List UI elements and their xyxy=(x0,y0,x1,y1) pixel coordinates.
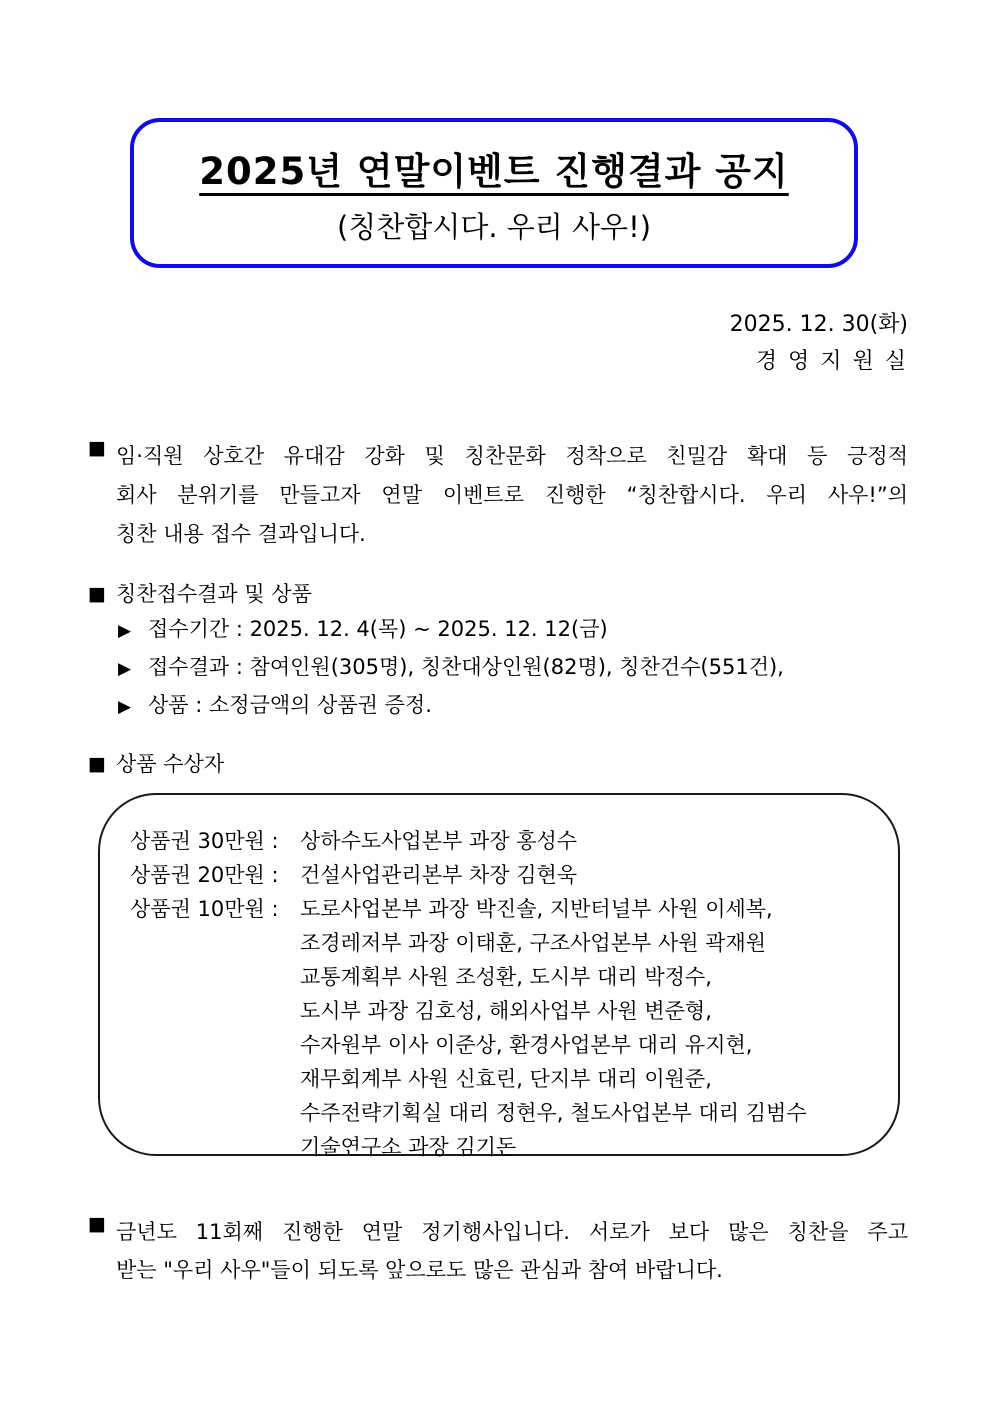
award-winner-line: 재무회계부 사원 신효린, 단지부 대리 이원준, xyxy=(300,1067,712,1091)
award-label: 상품권 30만원 : xyxy=(130,829,279,853)
award-winner-line: 도시부 과장 김호성, 해외사업부 사원 변준형, xyxy=(300,999,712,1023)
square-bullet-icon: ■ xyxy=(88,583,106,605)
closing-line: 금년도 11회째 진행한 연말 정기행사입니다. 서로가 보다 많은 칭찬을 주고 xyxy=(116,1220,908,1244)
award-winner-line: 건설사업관리본부 차장 김현욱 xyxy=(300,863,578,887)
page-subtitle: (칭찬합시다. 우리 사우!) xyxy=(336,209,652,244)
triangle-bullet-icon: ▶ xyxy=(118,659,132,679)
winners-section-heading xyxy=(88,749,908,779)
award-row-10 xyxy=(130,892,878,1164)
square-bullet-icon: ■ xyxy=(88,437,106,459)
award-winner-line: 조경레저부 과장 이태훈, 구조사업본부 사원 곽재원 xyxy=(300,931,767,955)
intro-line: 임·직원 상호간 유대감 강화 및 칭찬문화 정착으로 친밀감 확대 등 긍정적 xyxy=(116,444,908,468)
award-row-20 xyxy=(130,858,878,892)
award-winner-line: 교통계획부 사원 조성환, 도시부 대리 박정수, xyxy=(300,965,712,989)
results-item-text: 접수결과 : 참여인원(305명), 칭찬대상인원(82명), 칭찬건수(551건), xyxy=(148,655,784,679)
results-section-heading xyxy=(88,579,908,609)
award-label: 상품권 20만원 : xyxy=(130,863,279,887)
award-winner-line: 도로사업본부 과장 박진솔, 지반터널부 사원 이세복, xyxy=(300,897,773,921)
notice-date: 2025. 12. 30(화) xyxy=(729,312,908,337)
triangle-bullet-icon: ▶ xyxy=(118,697,132,717)
intro-line: 칭찬 내용 접수 결과입니다. xyxy=(116,522,366,546)
results-item-text: 접수기간 : 2025. 12. 4(목) ~ 2025. 12. 12(금) xyxy=(148,617,608,641)
issuing-department: 경 영 지 원 실 xyxy=(755,349,908,374)
award-label: 상품권 10만원 : xyxy=(130,897,279,921)
results-item-text: 상품 : 소정금액의 상품권 증정. xyxy=(148,693,432,717)
winners-box xyxy=(98,793,900,1159)
square-bullet-icon: ■ xyxy=(88,1213,106,1235)
results-item xyxy=(118,649,908,687)
triangle-bullet-icon: ▶ xyxy=(118,621,132,641)
page-title: 2025년 연말이벤트 진행결과 공지 xyxy=(199,149,789,193)
award-row-30 xyxy=(130,824,878,858)
results-bullet-list xyxy=(118,611,908,725)
closing-line: 받는 "우리 사우"들이 되도록 앞으로도 많은 관심과 참여 바랍니다. xyxy=(116,1258,723,1282)
square-bullet-icon: ■ xyxy=(88,753,106,775)
intro-line: 회사 분위기를 만들고자 연말 이벤트로 진행한 “칭찬합시다. 우리 사우!”의 xyxy=(116,483,908,507)
results-item xyxy=(118,611,908,649)
award-winner-line: 기술연구소 과장 김기돈 xyxy=(300,1135,517,1159)
meta-block xyxy=(730,306,908,380)
winners-heading-text: 상품 수상자 xyxy=(116,752,225,776)
award-winner-line: 수자원부 이사 이준상, 환경사업본부 대리 유지현, xyxy=(300,1033,753,1057)
award-winner-line: 상하수도사업본부 과장 홍성수 xyxy=(300,829,578,853)
award-winner-line: 수주전략기획실 대리 정현우, 철도사업본부 대리 김범수 xyxy=(300,1101,807,1125)
results-item xyxy=(118,687,908,725)
closing-paragraph xyxy=(88,1213,908,1289)
title-box xyxy=(130,118,858,268)
intro-paragraph xyxy=(88,437,908,554)
results-heading-text: 칭찬접수결과 및 상품 xyxy=(116,582,312,606)
